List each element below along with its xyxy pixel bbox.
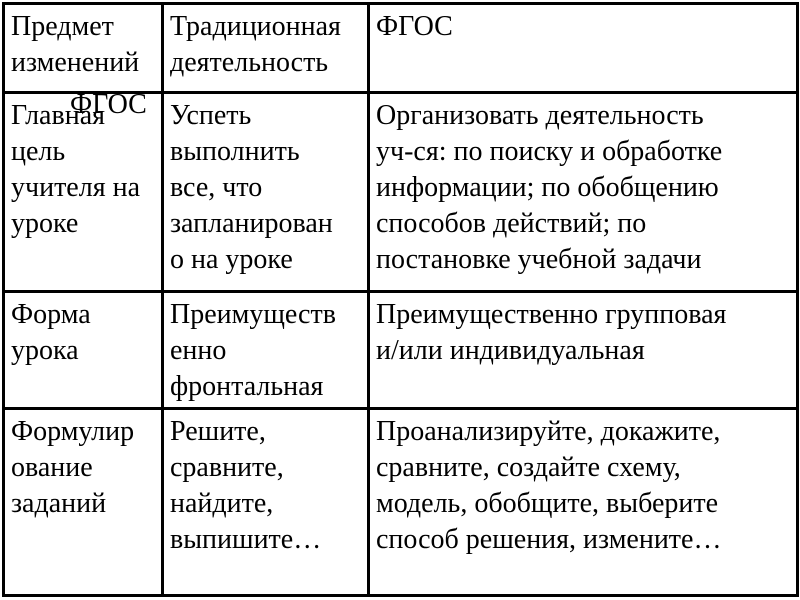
- cell-line: Успеть: [170, 100, 252, 131]
- overlapping-fgos-label: ФГОС: [70, 89, 147, 120]
- cell-line: информации; по обобщению: [376, 172, 719, 203]
- cell-line: уроке: [11, 208, 79, 239]
- cell-line: о на уроке: [170, 244, 293, 275]
- row-cell-traditional: [163, 292, 369, 409]
- cell-line: выполнить: [170, 136, 300, 167]
- cell-line: ФГОС: [376, 11, 453, 42]
- cell-line: запланирован: [170, 208, 333, 239]
- cell-line: выпишите…: [170, 524, 322, 555]
- cell-line: Предмет: [11, 11, 114, 42]
- cell-line: и/или индивидуальная: [376, 335, 645, 366]
- cell-line: Организовать деятельность: [376, 100, 704, 131]
- cell-line: заданий: [11, 488, 107, 519]
- table-row: [4, 409, 798, 596]
- cell-line: модель, обобщите, выберите: [376, 488, 719, 519]
- cell-line: фронтальная: [170, 371, 324, 402]
- cell-line: учителя на: [11, 172, 140, 203]
- cell-line: енно: [170, 335, 227, 366]
- cell-line: сравните,: [170, 452, 284, 483]
- cell-line: цель: [11, 136, 66, 167]
- cell-line: найдите,: [170, 488, 274, 519]
- cell-line: Формулир: [11, 416, 135, 447]
- cell-line: Форма: [11, 299, 91, 330]
- header-cell-fgos: [369, 4, 798, 93]
- header-cell-subject: [4, 4, 163, 93]
- row-cell-subject: [4, 292, 163, 409]
- cell-line: Проанализируйте, докажите,: [376, 416, 721, 447]
- cell-line: урока: [11, 335, 79, 366]
- cell-line: все, что: [170, 172, 263, 203]
- cell-line: способов действий; по: [376, 208, 647, 239]
- cell-line: Традиционная: [170, 11, 341, 42]
- cell-line: изменений: [11, 47, 140, 78]
- cell-line: деятельность: [170, 47, 329, 78]
- cell-line: Решите,: [170, 416, 266, 447]
- table-row: [4, 292, 798, 409]
- cell-line: постановке учебной задачи: [376, 244, 702, 275]
- row-cell-fgos: [369, 93, 798, 292]
- cell-line: Преимущественно групповая: [376, 299, 727, 330]
- row-cell-traditional: [163, 409, 369, 596]
- row-cell-fgos: [369, 409, 798, 596]
- cell-line: ование: [11, 452, 93, 483]
- header-cell-traditional: [163, 4, 369, 93]
- row-cell-subject: [4, 409, 163, 596]
- cell-line: Главная: [11, 100, 105, 131]
- cell-line: способ решения, измените…: [376, 524, 722, 555]
- cell-line: сравните, создайте схему,: [376, 452, 681, 483]
- row-cell-fgos: [369, 292, 798, 409]
- table-header-row: [4, 4, 798, 93]
- cell-line: уч-ся: по поиску и обработке: [376, 136, 723, 167]
- cell-line: Преимуществ: [170, 299, 336, 330]
- row-cell-traditional: [163, 93, 369, 292]
